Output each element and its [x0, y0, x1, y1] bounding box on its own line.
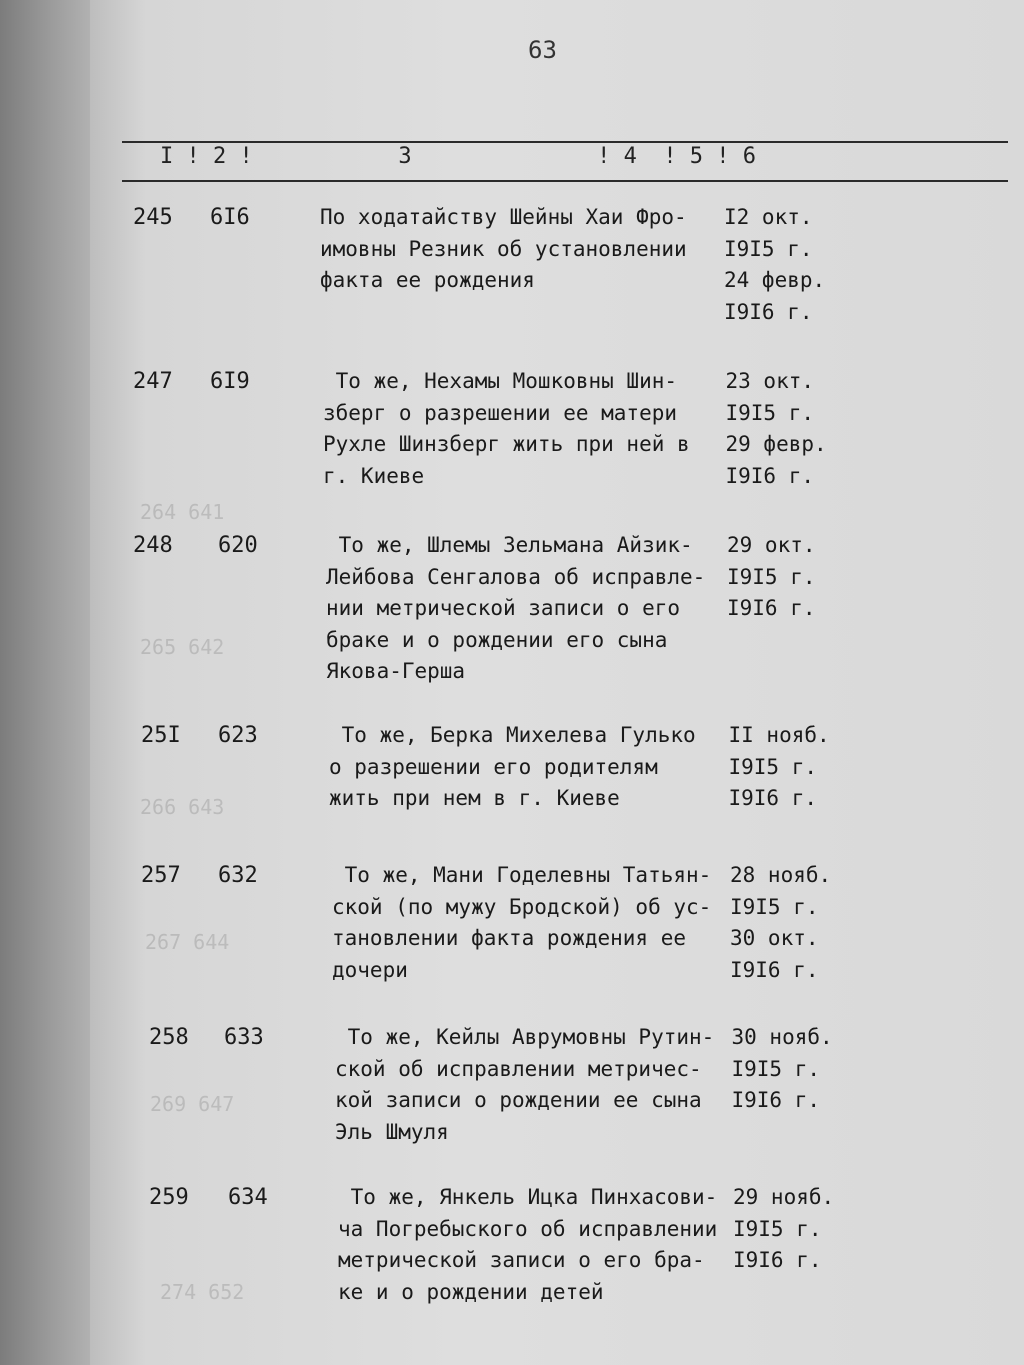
- description-line: кой записи о рождении ее сына: [335, 1088, 702, 1112]
- record-number: 248: [133, 533, 173, 558]
- record-dates: [732, 1022, 833, 1117]
- date-line: I9I6 г.: [725, 463, 815, 488]
- record-dates: [730, 860, 831, 986]
- description-line: То же, Шлемы Зельмана Айзик-: [326, 533, 693, 557]
- description-line: жить при нем в г. Киеве: [329, 786, 620, 810]
- description-line: ча Погребыского об исправлении: [338, 1216, 718, 1241]
- column-header: I ! 2 ! 3 ! 4 ! 5 ! 6: [160, 144, 757, 169]
- record-dates: [724, 202, 825, 328]
- bleed-through-text: 266 643: [140, 795, 225, 819]
- table-header-top-rule: [122, 141, 1008, 143]
- description-line: ке и о рождении детей: [338, 1279, 604, 1304]
- description-line: г. Киеве: [323, 463, 425, 488]
- description-line: Якова-Герша: [326, 659, 466, 683]
- bleed-through-text: 264 641: [140, 500, 225, 524]
- date-line: 29 окт.: [727, 533, 816, 557]
- record-number: 257: [141, 863, 181, 888]
- record-description: [326, 530, 736, 688]
- description-line: То же, Нехамы Мошковны Шин-: [323, 369, 678, 393]
- date-line: I2 окт.: [724, 205, 813, 229]
- date-line: 24 февр.: [724, 268, 826, 292]
- date-line: I9I6 г.: [728, 786, 818, 810]
- description-line: Эль Шмуля: [335, 1119, 449, 1144]
- description-line: Рухле Шинзберг жить при ней в: [323, 432, 690, 456]
- date-line: I9I5 г.: [727, 564, 816, 589]
- date-line: II нояб.: [728, 723, 830, 747]
- record-description: [332, 860, 742, 986]
- record-description: [338, 1182, 748, 1308]
- record-dates: [733, 1182, 834, 1277]
- date-line: 28 нояб.: [730, 863, 832, 887]
- description-line: То же, Кейлы Аврумовны Рутин-: [335, 1025, 715, 1049]
- date-line: 30 нояб.: [731, 1025, 833, 1049]
- description-line: То же, Мани Годелевны Татьян-: [332, 863, 712, 887]
- description-line: ской (по мужу Бродской) об ус-: [332, 894, 712, 919]
- record-description: [329, 720, 739, 815]
- description-line: дочери: [332, 957, 408, 982]
- date-line: 30 окт.: [730, 926, 819, 950]
- record-dates: [727, 530, 816, 625]
- date-line: I9I6 г.: [730, 957, 819, 982]
- record-description: [335, 1022, 745, 1148]
- record-description: [320, 202, 730, 297]
- record-number: 258: [149, 1025, 189, 1050]
- date-line: 23 окт.: [725, 369, 815, 393]
- case-number: 623: [218, 723, 258, 748]
- case-number: 6I6: [210, 205, 250, 230]
- record-dates: [729, 720, 830, 815]
- date-line: 29 нояб.: [733, 1185, 835, 1209]
- case-number: 633: [224, 1025, 264, 1050]
- description-line: браке и о рождении его сына: [326, 627, 668, 652]
- bleed-through-text: 267 644: [145, 930, 230, 954]
- date-line: I9I5 г.: [731, 1056, 821, 1081]
- description-line: имовны Резник об установлении: [320, 236, 687, 261]
- date-line: 29 февр.: [725, 432, 827, 456]
- description-line: тановлении факта рождения ее: [332, 926, 687, 950]
- case-number: 632: [218, 863, 258, 888]
- page-number: 63: [528, 36, 557, 64]
- date-line: I9I5 г.: [730, 894, 819, 919]
- bleed-through-text: 265 642: [140, 635, 225, 659]
- description-line: То же, Янкель Ицка Пинхасови-: [338, 1185, 718, 1209]
- date-line: I9I6 г.: [733, 1248, 822, 1272]
- record-number: 247: [133, 369, 173, 394]
- record-number: 25I: [141, 723, 181, 748]
- case-number: 634: [228, 1185, 268, 1210]
- record-description: [323, 366, 733, 492]
- description-line: метрической записи о его бра-: [338, 1248, 705, 1272]
- description-line: То же, Берка Михелева Гулько: [329, 723, 696, 747]
- description-line: Лейбова Сенгалова об исправле-: [326, 564, 706, 589]
- description-line: о разрешении его родителям: [329, 754, 658, 779]
- date-line: I9I5 г.: [725, 400, 815, 425]
- bleed-through-text: 274 652: [160, 1280, 245, 1304]
- record-dates: [726, 366, 827, 492]
- record-number: 245: [133, 205, 173, 230]
- description-line: По ходатайству Шейны Хаи Фро-: [320, 205, 687, 229]
- date-line: I9I6 г.: [731, 1088, 821, 1112]
- facing-page-edge: [0, 0, 95, 1365]
- date-line: I9I6 г.: [724, 299, 813, 324]
- date-line: I9I5 г.: [724, 236, 813, 261]
- description-line: факта ее рождения: [320, 268, 535, 292]
- case-number: 620: [218, 533, 258, 558]
- record-number: 259: [149, 1185, 189, 1210]
- description-line: зберг о разрешении ее матери: [323, 400, 678, 425]
- description-line: нии метрической записи о его: [326, 596, 681, 620]
- table-header-bottom-rule: [122, 180, 1008, 182]
- date-line: I9I6 г.: [727, 596, 816, 620]
- description-line: ской об исправлении метричес-: [335, 1056, 702, 1081]
- case-number: 6I9: [210, 369, 250, 394]
- date-line: I9I5 г.: [733, 1216, 822, 1241]
- date-line: I9I5 г.: [728, 754, 818, 779]
- bleed-through-text: 269 647: [150, 1092, 235, 1116]
